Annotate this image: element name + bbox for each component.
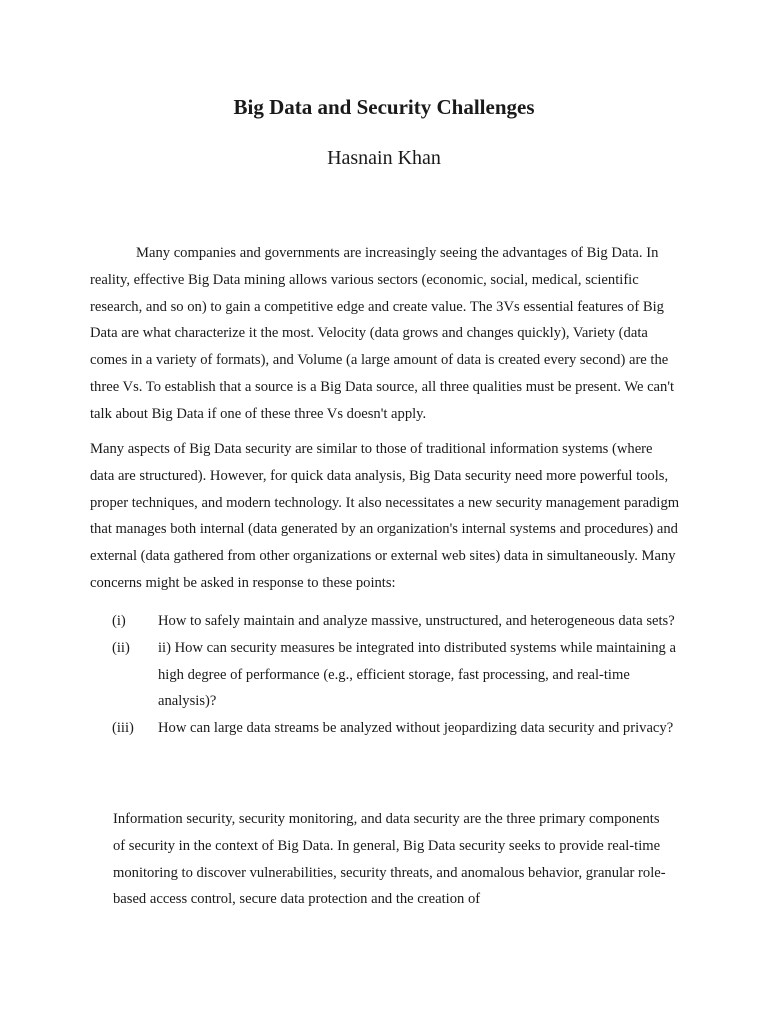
document-author: Hasnain Khan [327,147,441,169]
list-item-text: ii) How can security measures be integrated into distributed systems while maintaining a high degree of performance (e.g., efficient storage, fast processing, and real-time analysis)? [158,639,676,710]
paragraph-intro: Many companies and governments are increasingly seeing the advantages of Big Data. In reality, effective Big Data mining allows various sectors (economic, social, medical, scientific research, and so on) to gain a competitive edge and create value. The 3Vs essential features of Big Data are what characterize it the most. Velocity (data grows and changes quickly), Variety (data comes in a variety of formats), and Volume (a large amount of data is created every second) are the three Vs. To establish that a source is a Big Data source, all three qualities must be present. We can't talk about Big Data if one of these three Vs doesn't apply. [90,245,675,422]
question-list [90,608,680,742]
list-item-number: (ii) [112,639,130,656]
list-item-number: (iii) [112,720,134,737]
list-item-number: (i) [112,613,126,629]
paragraph-security-components: Information security, security monitoring, and data security are the three primary components of security in the context of Big Data. In general, Big Data security seeks to provide real-time monitoring to discover vulnerabilities, security threats, and anomalous behavior, granular role-based access control, secure data protection and the creation of [113,811,666,908]
list-item [90,635,680,715]
list-item [90,608,680,635]
paragraph-security-aspects: Many aspects of Big Data security are similar to those of traditional information systems (where data are structured). However, for quick data analysis, Big Data security need more powerful tools, proper techniques, and modern technology. It also necessitates a new security management paradigm that manages both internal (data generated by an organization's internal systems and procedures) and external (data gathered from other organizations or external web sites) data in simultaneously. Many concerns might be asked in response to these points: [90,441,680,591]
list-item-text: How to safely maintain and analyze massive, unstructured, and heterogeneous data sets? [158,613,675,629]
list-item [90,715,680,742]
list-item-text: How can large data streams be analyzed without jeopardizing data security and privacy? [158,720,674,737]
document-title: Big Data and Security Challenges [233,95,535,119]
